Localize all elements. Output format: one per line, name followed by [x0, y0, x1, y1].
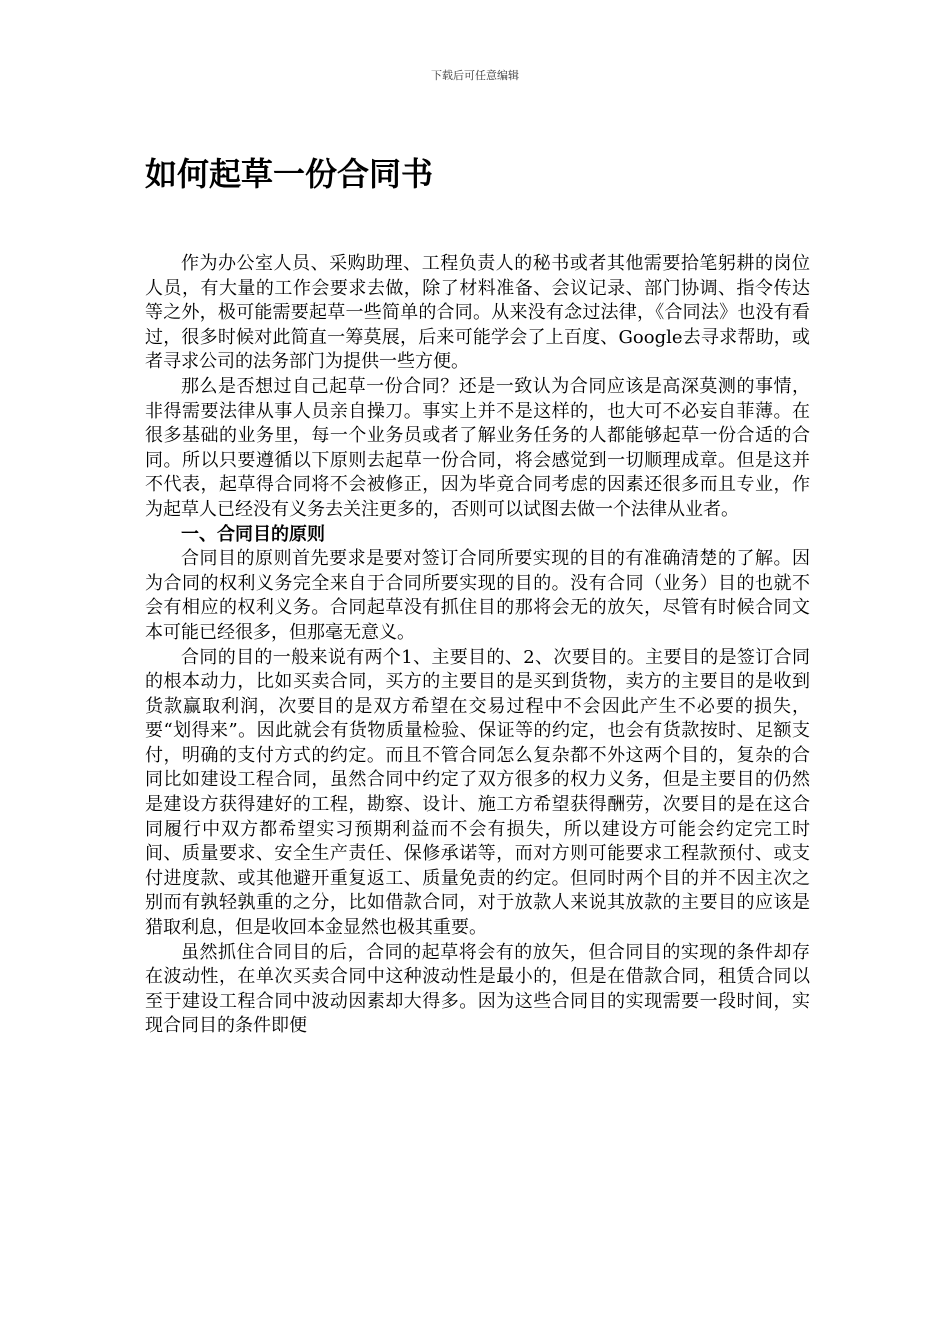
section1-paragraph-1: 合同目的原则首先要求是要对签订合同所要实现的目的有准确清楚的了解。因为合同的权利义务完全来自于合同所要实现的目的。没有合同（业务）目的也就不会有相应的权利义务。合同起草没有抓住目的那将会无的放矢，尽管有时候合同文本可能已经很多，但那毫无意义。	[145, 548, 810, 643]
section1-paragraph-3: 虽然抓住合同目的后，合同的起草将会有的放矢，但合同目的实现的条件却存在波动性，在单次买卖合同中这种波动性是最小的，但是在借款合同，租赁合同以至于建设工程合同中波动因素却大得多。因为这些合同目的实现需要一段时间，实现合同目的条件即便	[145, 941, 810, 1037]
section1-paragraph-2: 合同的目的一般来说有两个1、主要目的、2、次要目的。主要目的是签订合同的根本动力，比如买卖合同，买方的主要目的是买到货物，卖方的主要目的是收到货款赢取利润，次要目的是双方希望在交易过程中不会因此产生不必要的损失，要“划得来”。因此就会有货物质量检验、保证等的约定，也会有货款按时、足额支付，明确的支付方式的约定。而且不管合同怎么复杂都不外这两个目的，复杂的合同比如建设工程合同，虽然合同中约定了双方很多的权力义务，但是主要目的仍然是建设方获得建好的工程，勘察、设计、施工方希望获得酬劳，次要目的是在这合同履行中双方都希望实习预期利益而不会有损失，所以建设方可能会约定完工时间、质量要求、安全生产责任、保修承诺等，而对方则可能要求工程款预付、或支付进度款、或其他避开重复返工、质量免责的约定。但同时两个目的并不因主次之别而有孰轻孰重的之分，比如借款合同，对于放款人来说其放款的主要目的应该是猎取利息，但是收回本金显然也极其重要。	[145, 646, 810, 939]
document-title: 如何起草一份合同书	[145, 155, 434, 193]
intro-paragraph-2: 那么是否想过自己起草一份合同？还是一致认为合同应该是高深莫测的事情，非得需要法律从事人员亲自操刀。事实上并不是这样的，也大可不必妄自菲薄。在很多基础的业务里，每一个业务员或者了解业务任务的人都能够起草一份合适的合同。所以只要遵循以下原则去起草一份合同，将会感觉到一切顺理成章。但是这并不代表，起草得合同将不会被修正，因为毕竟合同考虑的因素还很多而且专业，作为起草人已经没有义务去关注更多的，否则可以试图去做一个法律从业者。	[145, 375, 810, 520]
intro-paragraph-1: 作为办公室人员、采购助理、工程负责人的秘书或者其他需要拾笔躬耕的岗位人员，有大量的工作会要求去做，除了材料准备、会议记录、部门协调、指令传达等之外，极可能需要起草一些简单的合同。从来没有念过法律，《合同法》也没有看过，很多时候对此简直一筹莫展，后来可能学会了上百度、Google去寻求帮助，或者寻求公司的法务部门为提供一些方便。	[145, 253, 810, 373]
header-note: 下载后可任意编辑	[431, 69, 519, 82]
document-body	[145, 252, 810, 1039]
section-heading-1: 一、合同目的原则	[181, 523, 325, 545]
